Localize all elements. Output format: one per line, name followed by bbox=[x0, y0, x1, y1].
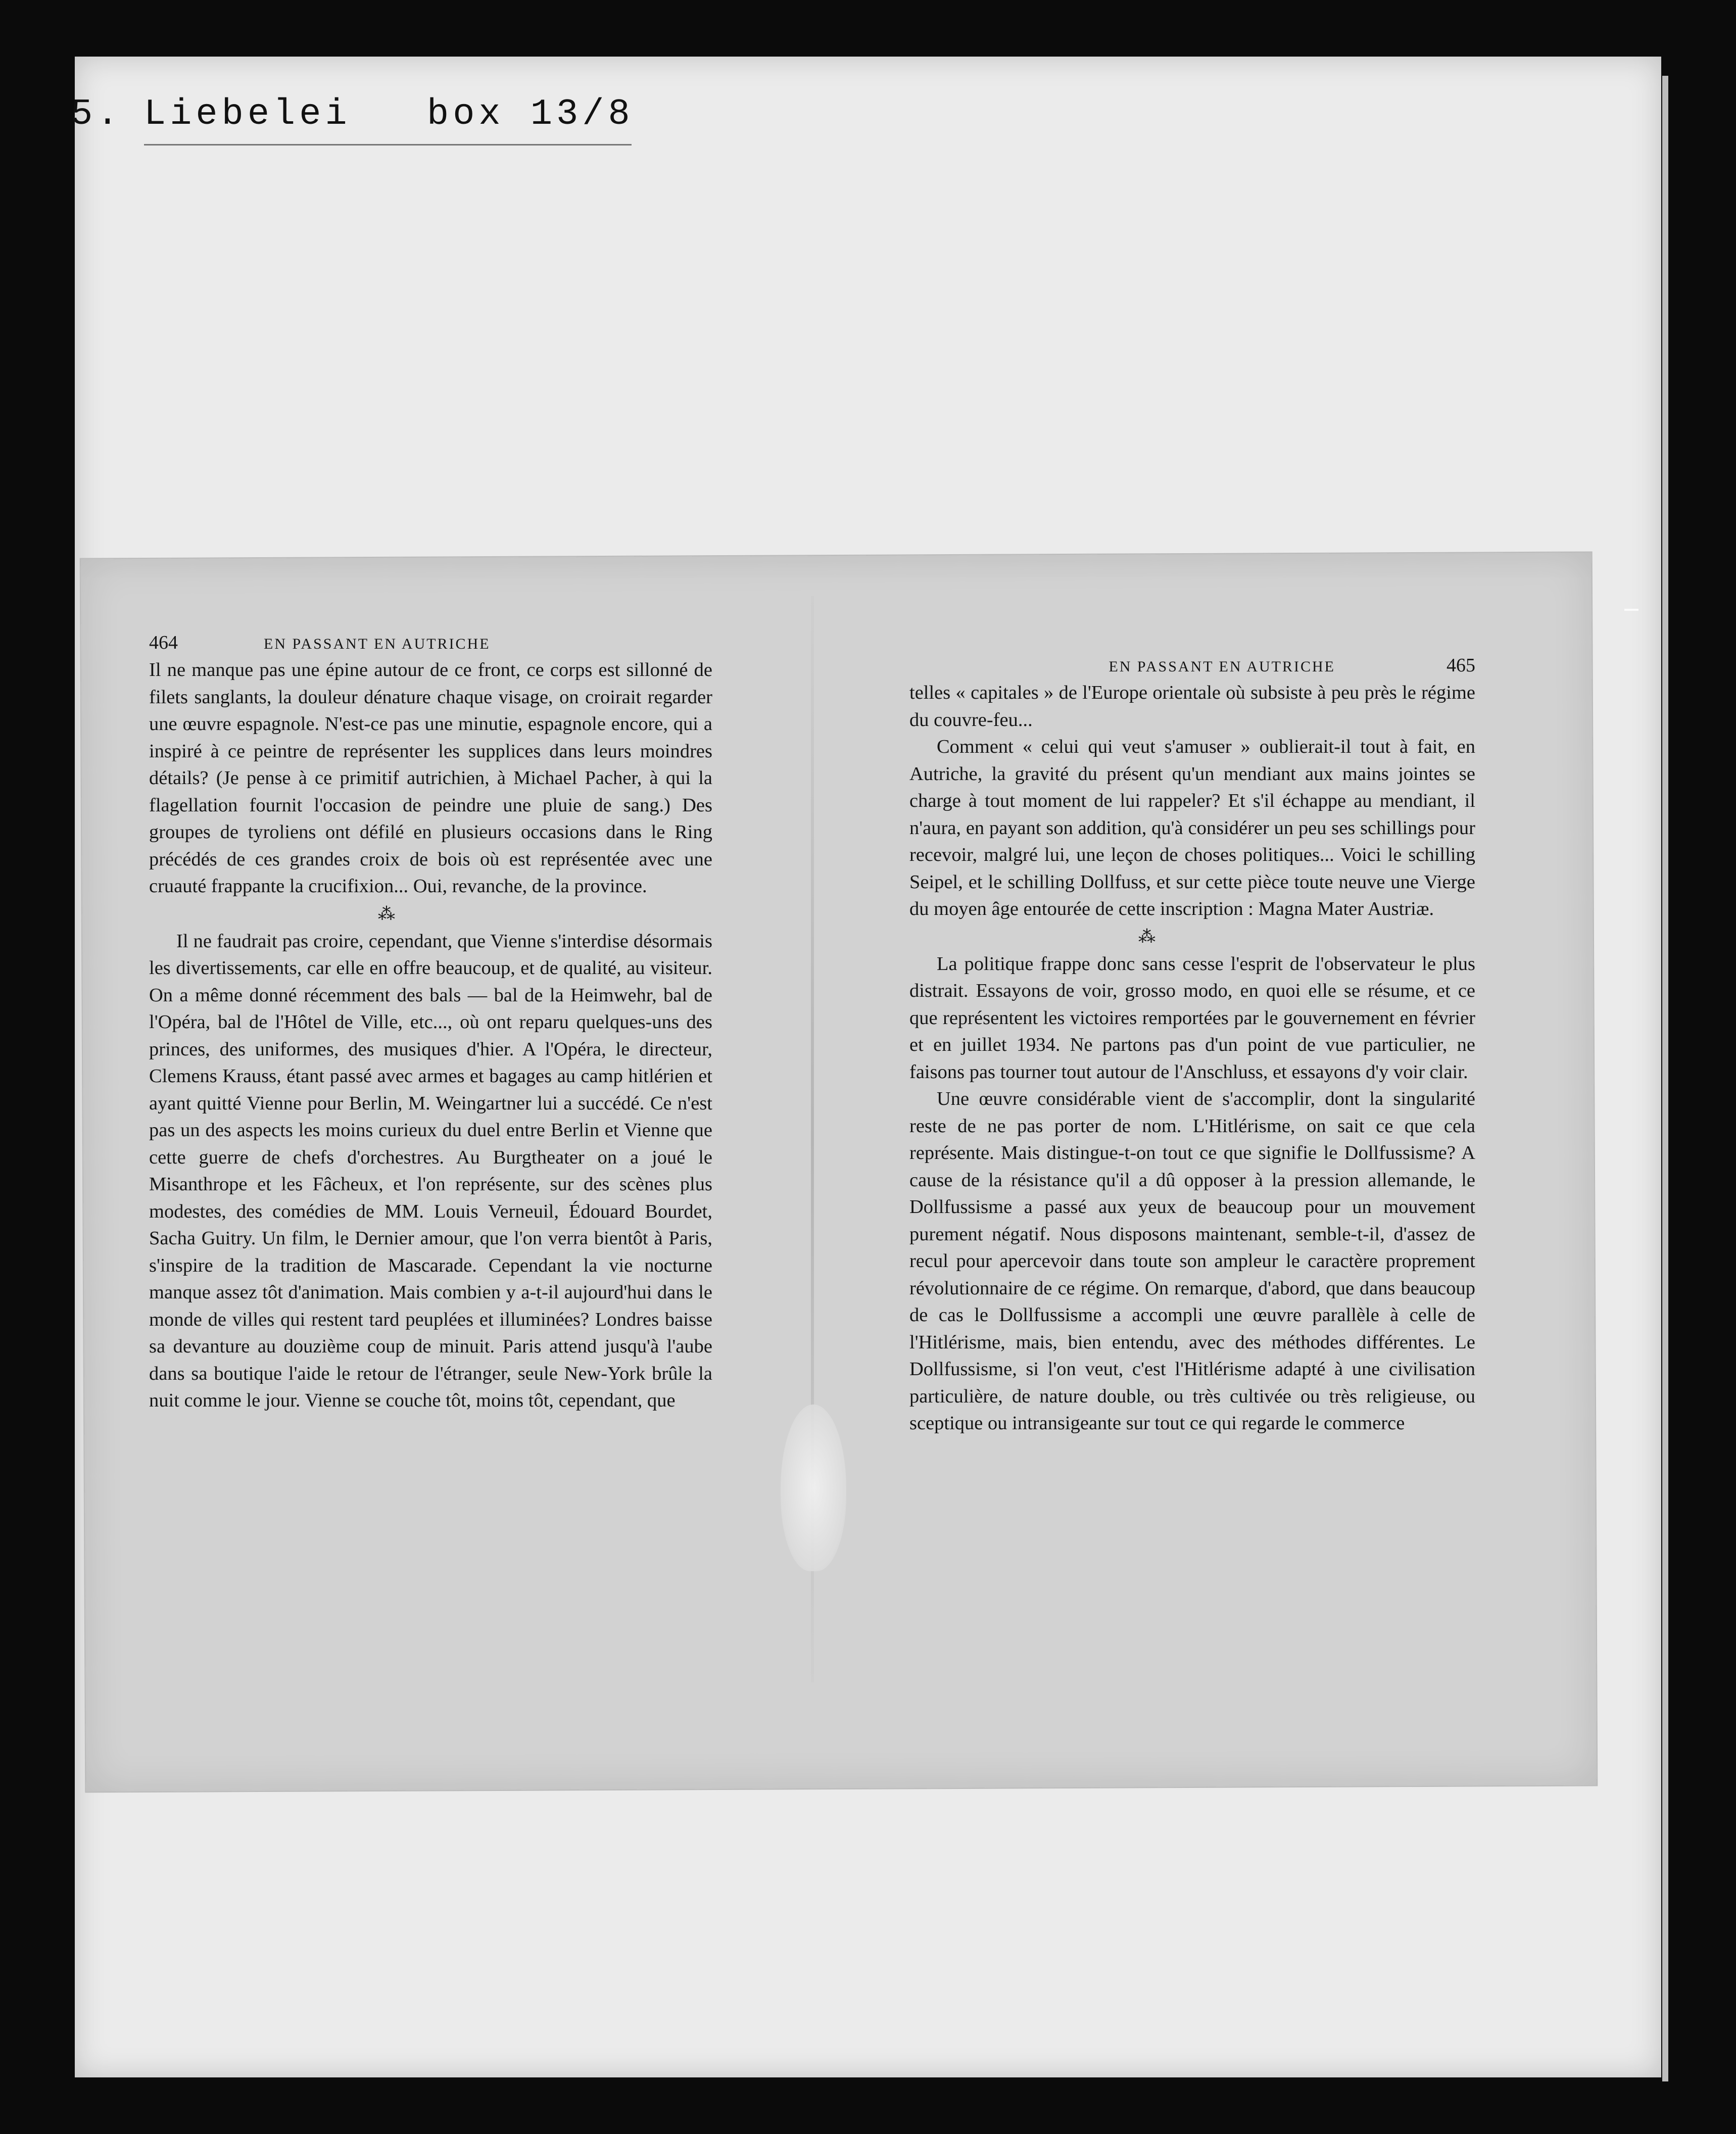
left-section-separator: ⁂ bbox=[378, 904, 395, 924]
label-box: box 13/8 bbox=[427, 93, 634, 135]
left-running-title: EN PASSANT EN AUTRICHE bbox=[264, 636, 491, 652]
right-paragraph-2: Comment « celui qui veut s'amuser » oublierait-il tout à fait, en Autriche, la gravité du présent qu'un mendiant aux mains jointes se charge à tout moment de lui rappeler? Et s'il échappe au mendiant, il n'aura, en payant son addition, qu'à considérer un peu ses schillings pour recevoir, malgré lui, une leçon de choses politiques... Voici le schilling Seipel, et le schilling Dollfuss, et sur cette pièce toute neuve une Vierge du moyen âge entourée de cette inscription : Magna Mater Austriæ. bbox=[909, 736, 1475, 919]
left-paragraph-1: Il ne manque pas une épine autour de ce front, ce corps est sillonné de filets sanglants, la douleur dénature chaque visage, on croirait regarder une œuvre espagnole. N'est-ce pas une minutie, espagnole encore, qui a inspiré à ce peintre de représenter les supplices dans leurs moindres détails? (Je pense à ce primitif autrichien, à Michael Pacher, à qui la flagellation fournit l'occasion de peindre une pluie de sang.) Des groupes de tyroliens ont défilé en plusieurs occasions dans le Ring précédés de ces grandes croix de bois où est représentée avec une cruauté frappante la crucifixion... Oui, revanche, de la province. bbox=[149, 659, 712, 897]
label-number: 5. bbox=[71, 93, 123, 135]
right-running-title: EN PASSANT EN AUTRICHE bbox=[1108, 658, 1335, 675]
corner-mark bbox=[1624, 609, 1638, 611]
left-page-text bbox=[149, 657, 712, 1415]
label-title: Liebelei bbox=[144, 93, 351, 135]
right-page bbox=[909, 654, 1475, 1437]
right-paragraph-1: telles « capitales » de l'Europe orientale où subsiste à peu près le régime du couvre-feu... bbox=[909, 682, 1475, 731]
right-section-separator: ⁂ bbox=[1138, 927, 1155, 946]
paper-stain bbox=[781, 1404, 846, 1571]
right-running-head bbox=[909, 654, 1475, 676]
left-page-number: 464 bbox=[149, 632, 178, 653]
sheet-edge bbox=[1662, 76, 1668, 2081]
left-paragraph-2: Il ne faudrait pas croire, cependant, que Vienne s'interdise désormais les divertissements, car elle en offre beaucoup, et de qualité, au visiteur. On a même donné récemment des bals — bal de la Heimwehr, bal de l'Opéra, bal de l'Hôtel de Ville, etc..., où ont reparu quelques-uns des princes, des uniformes, des musiques d'hier. A l'Opéra, le directeur, Clemens Krauss, étant passé avec armes et bagages au camp hitlérien et ayant quitté Vienne pour Berlin, M. Weingartner lui a succédé. Ce n'est pas un des aspects les moins curieux du duel entre Berlin et Vienne que cette guerre de chefs d'orchestres. Au Burgtheater on a joué le Misanthrope et les Fâcheux, et l'on représente, sur des scènes plus modestes, des comédies de MM. Louis Verneuil, Édouard Bourdet, Sacha Guitry. Un film, le Dernier amour, que l'on verra bientôt à Paris, s'inspire de la tradition de Mascarade. Cependant la vie nocturne manque assez tôt d'animation. Mais combien y a-t-il aujourd'hui dans le monde de villes qui restent tard peuplées et illuminées? Londres baisse sa devanture au douzième coup de minuit. Paris attend jusqu'à l'aube dans sa boutique l'aide le retour de l'étranger, seule New-York brûle la nuit comme le jour. Vienne se couche tôt, moins tôt, cependant, que bbox=[149, 930, 712, 1411]
label-underline bbox=[144, 144, 632, 146]
left-running-head bbox=[149, 632, 712, 654]
right-paragraph-3: La politique frappe donc sans cesse l'esprit de l'observateur le plus distrait. Essayons de voir, grosso modo, en quoi elle se résume, et ce que représentent les victoires remportées par le gouvernement en février et en juillet 1934. Ne partons pas d'un point de vue particulier, ne faisons pas tourner tout autour de l'Anschluss, et essayons d'y voir clair. bbox=[909, 953, 1475, 1083]
right-paragraph-4: Une œuvre considérable vient de s'accomplir, dont la singularité reste de ne pas porter de nom. L'Hitlérisme, on sait ce que cela représente. Mais distingue-t-on tout ce que signifie le Dollfussisme? A cause de la résistance qu'il a dû opposer à la pression allemande, le Dollfussisme a passé aux yeux de beaucoup pour un mouvement purement négatif. Nous disposons maintenant, semble-t-il, d'assez de recul pour apercevoir dans toute son ampleur le caractère proprement révolutionnaire de ce régime. On remarque, d'abord, que dans beaucoup de cas le Dollfussisme a accompli une œuvre parallèle à celle de l'Hitlérisme, mais, bien entendu, avec des méthodes différentes. Le Dollfussisme, si l'on veut, c'est l'Hitlérisme adapté à une civilisation particulière, de nature double, ou très cultivée ou très religieuse, ou sceptique ou intransigeante sur tout ce qui regarde le commerce bbox=[909, 1088, 1475, 1434]
right-page-number: 465 bbox=[1446, 655, 1475, 676]
right-page-text bbox=[909, 680, 1475, 1437]
left-page bbox=[149, 632, 712, 1415]
